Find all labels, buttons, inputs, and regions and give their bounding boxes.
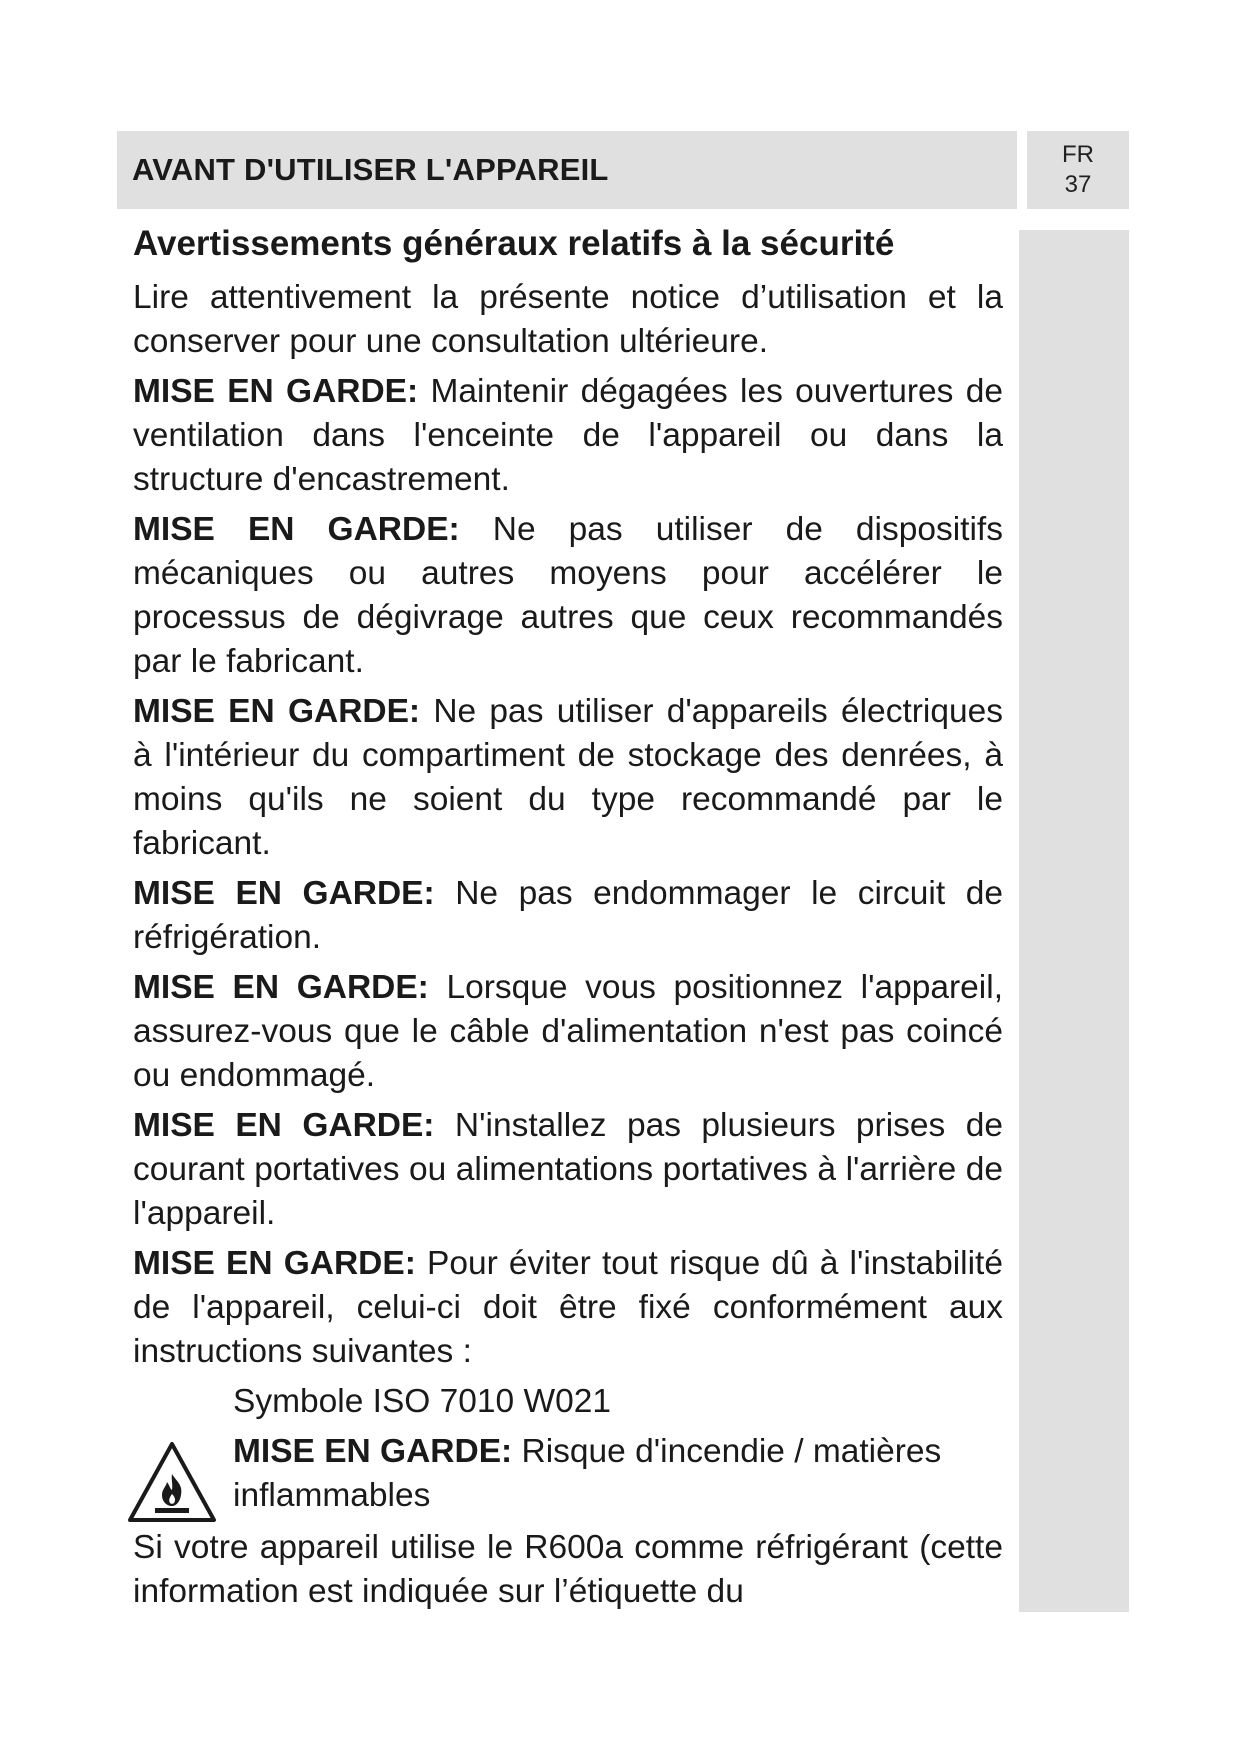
warning-label: MISE EN GARDE: (133, 373, 419, 410)
closing-paragraph: Si votre appareil utilise le R600a comme réfrigérant (cette information est indiquée sur l’étiquette du (133, 1529, 1003, 1610)
warning-label: MISE EN GARDE: (233, 1433, 513, 1470)
warning-label: MISE EN GARDE: (133, 969, 429, 1006)
warning-text: Pour éviter tout risque dû à l'instabilité de l'appareil, celui-ci doit être fixé conformément aux instructions suivantes : (133, 1245, 1003, 1370)
section-title: Avertissements généraux relatifs à la sécurité (133, 224, 895, 263)
header-title: AVANT D'UTILISER L'APPAREIL (132, 152, 609, 187)
warning-paragraph (133, 966, 1003, 1098)
warning-text: Ne pas endommager le circuit de réfrigération. (133, 875, 1003, 956)
warning-text: Maintenir dégagées les ouvertures de ventilation dans l'enceinte de l'appareil ou dans la structure d'encastrement. (133, 373, 1003, 498)
warning-label: MISE EN GARDE: (133, 1245, 416, 1282)
warning-text: Ne pas utiliser de dispositifs mécaniques ou autres moyens pour accélérer le processus de dégivrage autres que ceux recommandés par le fabricant. (133, 511, 1003, 680)
main-content (133, 220, 1003, 1620)
warning-label: MISE EN GARDE: (133, 693, 421, 730)
warning-label: MISE EN GARDE: (133, 875, 435, 912)
section-header-bar (117, 131, 1017, 209)
warning-paragraph (133, 508, 1003, 684)
intro-paragraph: Lire attentivement la présente notice d’utilisation et la conserver pour une consultation ultérieure. (133, 279, 1003, 360)
page-tab (1027, 131, 1129, 209)
warning-label: MISE EN GARDE: (133, 1107, 435, 1144)
warning-paragraph (133, 1242, 1003, 1374)
warning-paragraph (133, 872, 1003, 960)
side-margin-bar (1019, 230, 1129, 1612)
warning-text: N'installez pas plusieurs prises de courant portatives ou alimentations portatives à l'arrière de l'appareil. (133, 1107, 1003, 1232)
symbol-name: Symbole ISO 7010 W021 (233, 1383, 612, 1420)
warning-paragraph (133, 1104, 1003, 1236)
warning-paragraph (133, 690, 1003, 866)
warning-text: Risque d'incendie / matières inflammables (233, 1433, 942, 1514)
warning-paragraph (133, 370, 1003, 502)
symbol-block (133, 1380, 1003, 1518)
warning-text: Lorsque vous positionnez l'appareil, assurez-vous que le câble d'alimentation n'est pas coincé ou endommagé. (133, 969, 1003, 1094)
warning-text: Ne pas utiliser d'appareils électriques à l'intérieur du compartiment de stockage des denrées, à moins qu'ils ne soient du type recommandé par le fabricant. (133, 693, 1003, 862)
language-code: FR (1062, 141, 1094, 168)
warning-label: MISE EN GARDE: (133, 511, 460, 548)
symbol-warning (233, 1430, 1003, 1518)
page-number: 37 (1064, 171, 1092, 198)
flammable-warning-icon (125, 1438, 219, 1526)
